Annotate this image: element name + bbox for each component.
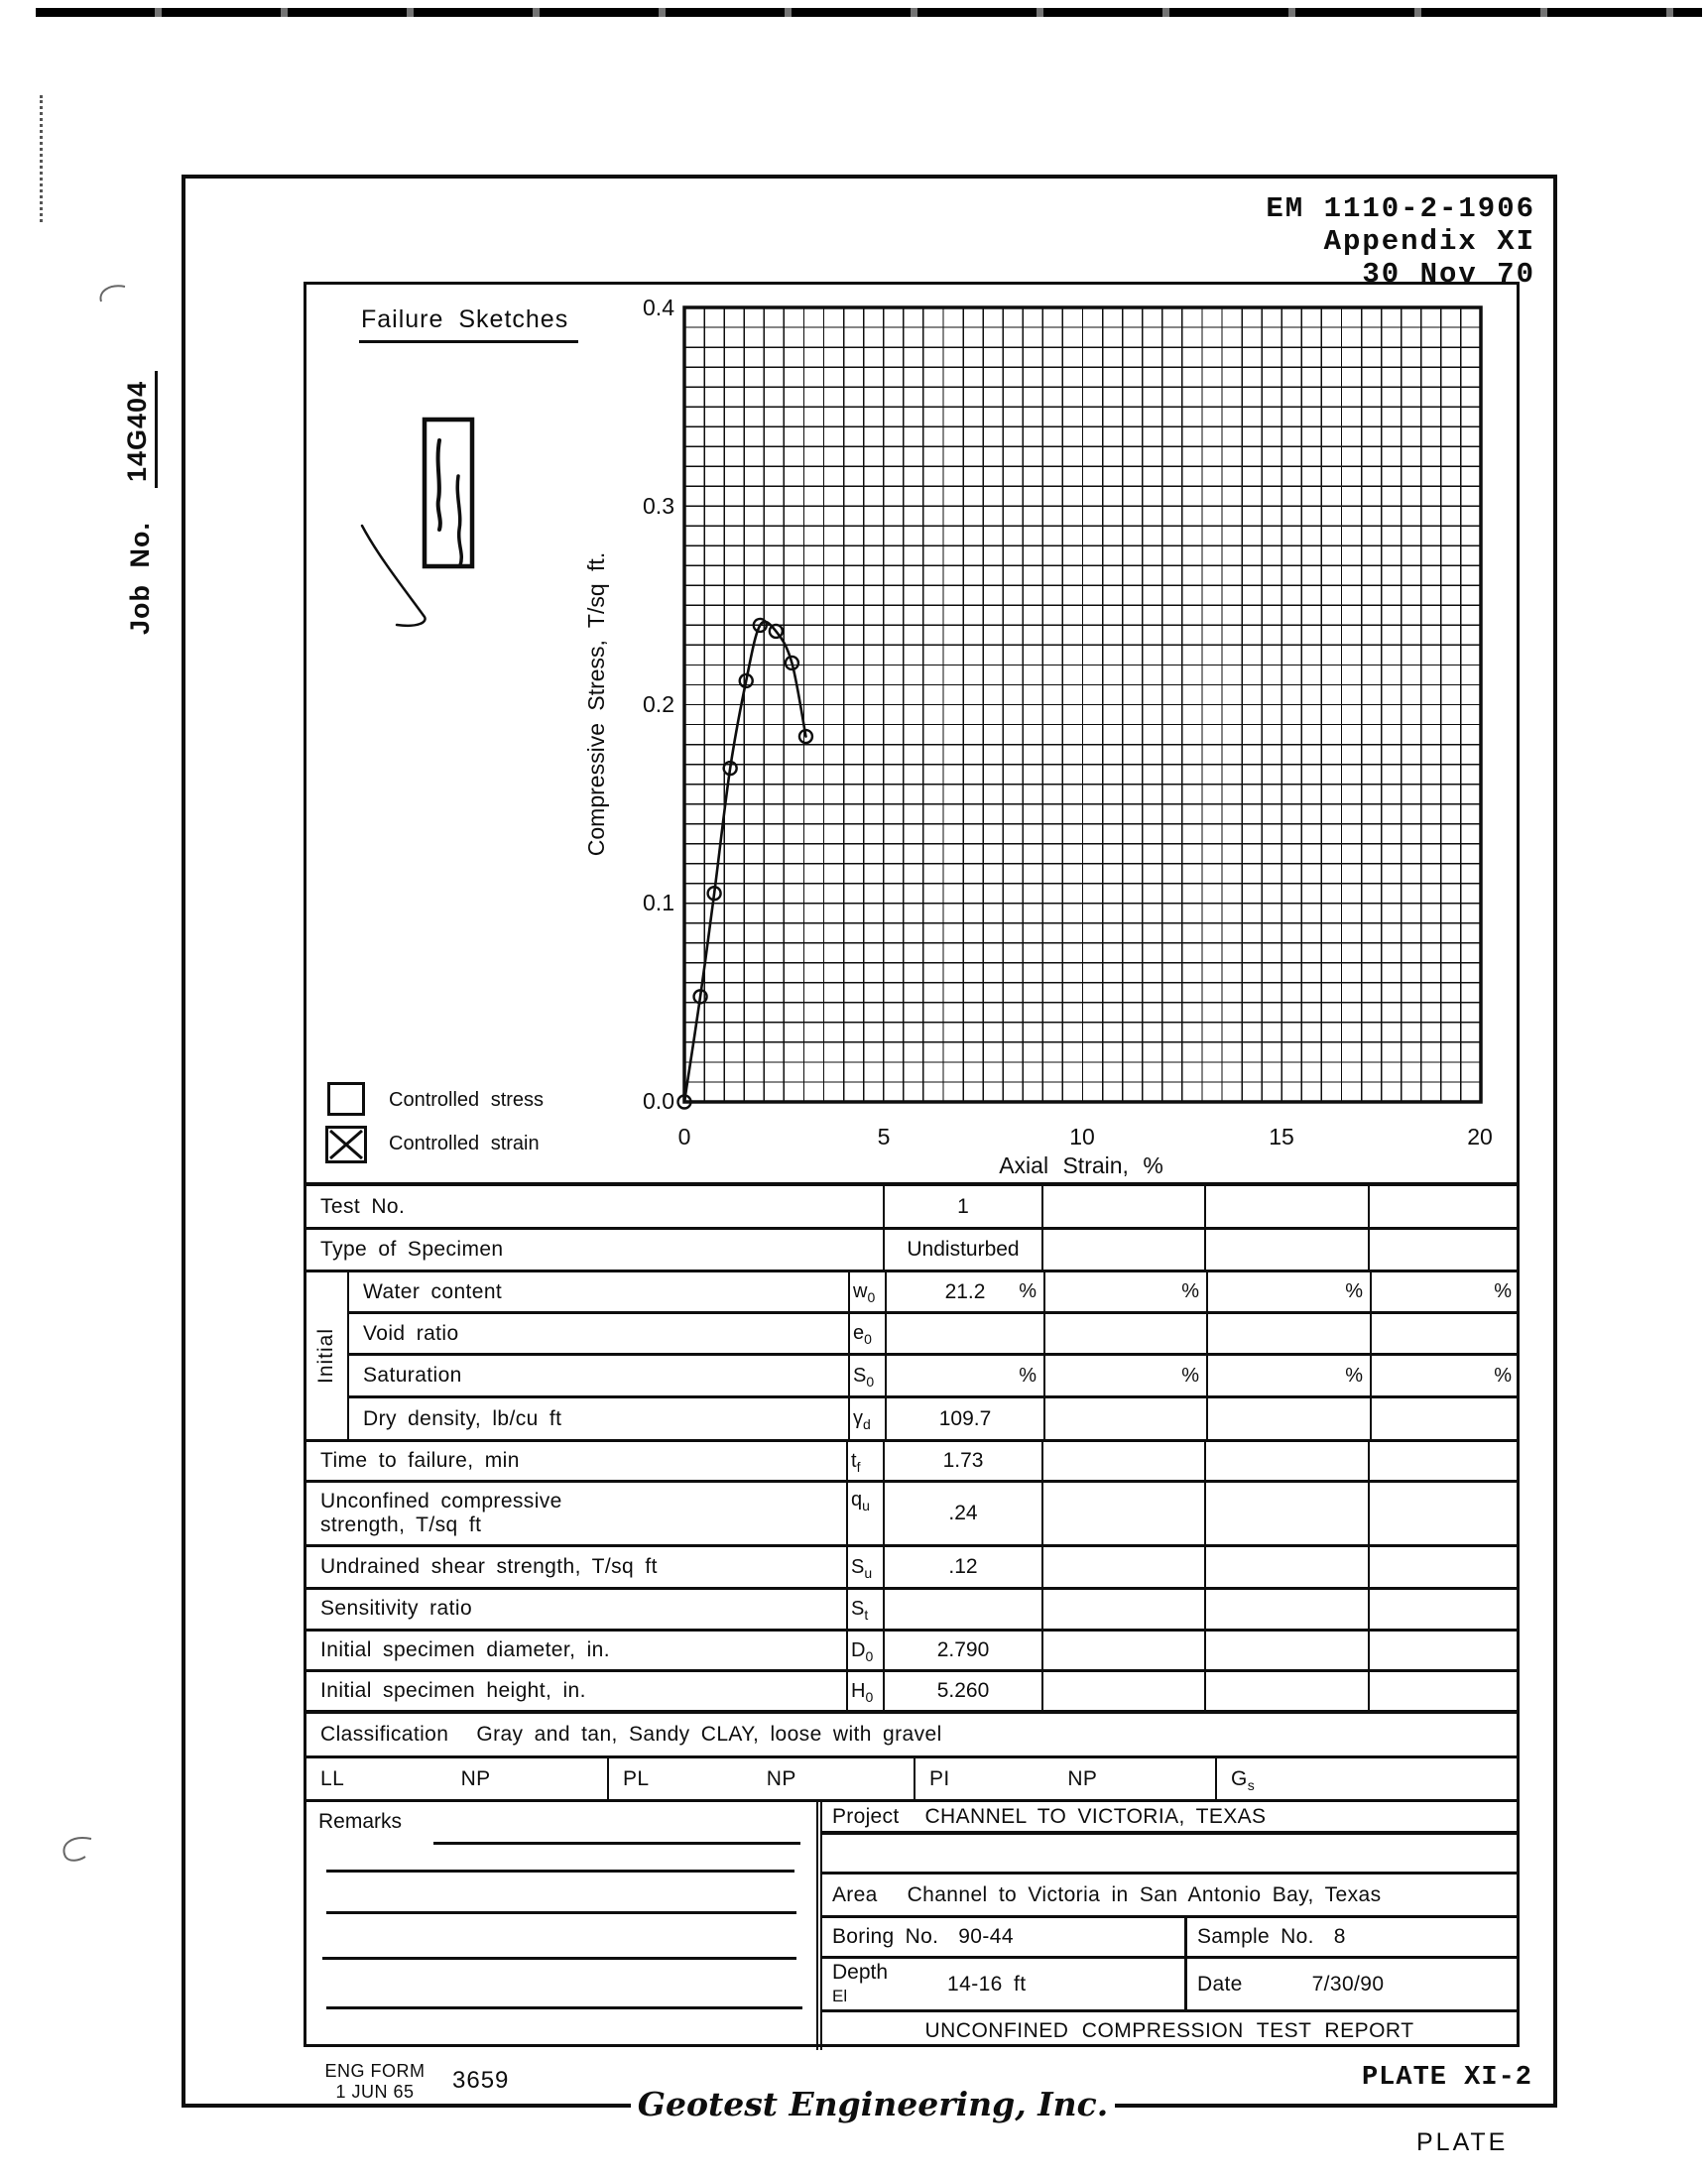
row-symbol: $w_0$: [848, 1272, 885, 1311]
remarks-panel: [306, 1802, 816, 2050]
scan-curl-artifact: [58, 1833, 97, 1863]
y-tick-label: 0.0: [643, 1088, 674, 1114]
cell-value: [1206, 1314, 1370, 1353]
stress-strain-chart: [684, 307, 1481, 1102]
cell-value: 1.73: [883, 1442, 1041, 1480]
remarks-rule: [326, 1911, 796, 1914]
cell-value: [1368, 1442, 1517, 1480]
remarks-rule: [433, 1842, 800, 1845]
controlled-stress-label: Controlled stress: [389, 1089, 545, 1111]
cell-value: %: [1206, 1272, 1370, 1311]
failure-sketch-drawing: [349, 409, 508, 642]
classification-cell: [306, 1714, 1517, 1755]
depth-el-label: Depth El: [832, 1961, 889, 2005]
initial-group-label: Initial: [314, 1327, 338, 1385]
row-label: Time to failure, min: [320, 1448, 520, 1472]
project-value: CHANNEL TO VICTORIA, TEXAS: [924, 1804, 1267, 1828]
table-row-unconfined-strength: [306, 1483, 1517, 1547]
row-label: Saturation: [363, 1364, 462, 1387]
cell-value: [1368, 1186, 1517, 1227]
classification-value: Gray and tan, Sandy CLAY, loose with gravel: [476, 1723, 942, 1746]
project-label: Project: [832, 1804, 900, 1828]
cell-value: 1: [883, 1186, 1041, 1227]
crack-line: [438, 440, 440, 530]
cell-value: [1204, 1186, 1368, 1227]
document-header: [891, 192, 1535, 291]
cell-value: [1041, 1590, 1204, 1629]
job-number-value: 14G404: [122, 371, 158, 488]
area-row: [822, 1875, 1517, 1918]
row-symbol: $S_u$: [846, 1547, 883, 1587]
ll-label: LL: [320, 1766, 345, 1790]
x-tick-label: 10: [1069, 1124, 1095, 1150]
table-row-water-content: [347, 1272, 1519, 1314]
cell-value: [1368, 1590, 1517, 1629]
eng-form-stamp: [311, 2061, 438, 2103]
doc-date: 30 Nov 70: [1362, 258, 1535, 291]
pl-cell: [607, 1758, 914, 1799]
cell-value: [1041, 1672, 1204, 1710]
boring-sample-row: [822, 1918, 1517, 1959]
cell-value: [1043, 1314, 1206, 1353]
cell-value: %: [1043, 1356, 1206, 1395]
project-panel: [816, 1802, 1517, 2050]
pi-cell: [914, 1758, 1215, 1799]
cell-value: [1041, 1186, 1204, 1227]
failure-sketches-title: Failure Sketches: [359, 305, 578, 343]
cell-value: [1204, 1547, 1368, 1587]
cell-value: [1370, 1398, 1519, 1439]
date-value: 7/30/90: [1311, 1972, 1385, 1996]
cell-value: [1204, 1442, 1368, 1480]
scan-top-edge-artifact: [36, 8, 1702, 17]
area-value: Channel to Victoria in San Antonio Bay, Texas: [907, 1882, 1382, 1906]
doc-appendix: Appendix XI: [1323, 225, 1535, 258]
report-title: UNCONFINED COMPRESSION TEST REPORT: [924, 2019, 1414, 2042]
row-label: Void ratio: [363, 1321, 459, 1345]
area-label: Area: [832, 1882, 878, 1906]
date-label: Date: [1197, 1972, 1243, 1996]
cell-value: %: [885, 1356, 1043, 1395]
row-symbol: $t_f$: [846, 1442, 883, 1480]
cell-value: [885, 1314, 1043, 1353]
test-data-table: [306, 1182, 1517, 2050]
table-row-height: [306, 1672, 1517, 1714]
cell-value: 2.790: [883, 1632, 1041, 1669]
cell-value: [1368, 1632, 1517, 1669]
table-row-undrained-strength: [306, 1547, 1517, 1590]
cell-value: [1204, 1230, 1368, 1270]
row-label: Initial specimen diameter, in.: [320, 1637, 610, 1661]
cell-value: [1368, 1230, 1517, 1270]
company-name: Geotest Engineering, Inc.: [631, 2085, 1115, 2123]
row-symbol: $S_t$: [846, 1590, 883, 1629]
depth-date-row: [822, 1959, 1517, 2012]
classification-label: Classification: [320, 1723, 449, 1746]
ll-value: NP: [460, 1766, 491, 1790]
row-symbol: $H_0$: [846, 1672, 883, 1710]
scan-dotted-line-artifact: [40, 95, 43, 222]
table-row-specimen-type: [306, 1230, 1517, 1272]
cell-value: [1204, 1632, 1368, 1669]
cell-value: [1206, 1398, 1370, 1439]
table-row-saturation: [347, 1356, 1519, 1398]
cell-value: [1043, 1398, 1206, 1439]
doc-number: EM 1110-2-1906: [1266, 192, 1535, 225]
cell-value: 109.7: [885, 1398, 1043, 1439]
checked-x-icon: [328, 1129, 364, 1160]
row-label: Test No.: [320, 1194, 406, 1218]
controlled-strain-checkbox: [325, 1126, 367, 1163]
depth-value: 14-16 ft: [947, 1972, 1027, 1996]
row-label: Unconfined compressive strength, T/sq ft: [320, 1489, 562, 1536]
cell-value: [1041, 1547, 1204, 1587]
remarks-and-project-section: [306, 1802, 1517, 2050]
ll-cell: [306, 1758, 607, 1799]
cell-value: [1368, 1672, 1517, 1710]
job-number-label: [117, 246, 163, 635]
cell-value: .24: [883, 1483, 1041, 1544]
crack-line: [457, 476, 461, 565]
y-tick-label: 0.2: [643, 691, 674, 717]
row-symbol: $q_u$: [846, 1483, 883, 1544]
cell-value: [883, 1590, 1041, 1629]
table-row-test-no: [306, 1186, 1517, 1230]
blank-row: [822, 1835, 1517, 1875]
row-symbol: $D_0$: [846, 1632, 883, 1669]
cell-value: 21.2 %: [885, 1272, 1043, 1311]
cell-value: %: [1206, 1356, 1370, 1395]
cell-value: [1368, 1483, 1517, 1544]
cell-value: [1368, 1547, 1517, 1587]
table-row-sensitivity: [306, 1590, 1517, 1632]
form-date: 1 JUN 65: [335, 2082, 415, 2102]
cell-value: [1041, 1483, 1204, 1544]
gs-cell: [1215, 1758, 1517, 1799]
cell-value: [1370, 1314, 1519, 1353]
initial-properties-group: [306, 1272, 1517, 1442]
plate-word: PLATE: [1416, 2128, 1509, 2156]
remarks-label: Remarks: [318, 1810, 403, 1833]
x-tick-label: 5: [877, 1124, 891, 1150]
project-row: [822, 1802, 1517, 1835]
cell-value: %: [1043, 1272, 1206, 1311]
cell-value: 5.260: [883, 1672, 1041, 1710]
controlled-strain-label: Controlled strain: [389, 1133, 540, 1154]
table-row-atterberg: [306, 1758, 1517, 1802]
row-label: Initial specimen height, in.: [320, 1678, 586, 1702]
cell-value: [1204, 1483, 1368, 1544]
row-symbol: $\gamma_d$: [848, 1398, 885, 1439]
x-tick-label: 20: [1467, 1124, 1493, 1150]
table-row-classification: [306, 1714, 1517, 1758]
table-row-time-to-failure: [306, 1442, 1517, 1483]
cell-value: [1041, 1442, 1204, 1480]
cell-value: %: [1370, 1272, 1519, 1311]
form-number: 3659: [452, 2067, 510, 2094]
cell-value: [1204, 1672, 1368, 1710]
pi-value: NP: [1067, 1766, 1098, 1790]
sample-label: Sample No.: [1197, 1925, 1314, 1948]
remarks-rule: [322, 1957, 796, 1960]
remarks-rule: [326, 1870, 794, 1873]
cell-value: %: [1370, 1356, 1519, 1395]
form-name: ENG FORM: [324, 2061, 426, 2081]
sketch-leader-line: [362, 526, 426, 626]
gs-label: $G_s$: [1231, 1766, 1256, 1793]
row-symbol: $S_0$: [848, 1356, 885, 1395]
cell-value: [1041, 1230, 1204, 1270]
controlled-stress-checkbox: [327, 1082, 365, 1116]
y-tick-label: 0.3: [643, 493, 674, 519]
pl-value: NP: [766, 1766, 796, 1790]
y-tick-label: 0.1: [643, 890, 674, 915]
table-row-diameter: [306, 1632, 1517, 1672]
pl-label: PL: [623, 1766, 650, 1790]
cell-value: [1041, 1632, 1204, 1669]
row-label: Dry density, lb/cu ft: [363, 1406, 562, 1430]
y-axis-title: Compressive Stress, T/sq ft.: [583, 551, 609, 857]
row-label: Water content: [363, 1279, 503, 1303]
table-row-void-ratio: [347, 1314, 1519, 1356]
row-label: Sensitivity ratio: [320, 1597, 473, 1621]
boring-value: 90-44: [958, 1925, 1014, 1948]
table-row-dry-density: [347, 1398, 1519, 1439]
cell-value: [1204, 1590, 1368, 1629]
x-axis-title: Axial Strain, %: [999, 1152, 1163, 1178]
boring-label: Boring No.: [832, 1925, 939, 1948]
row-symbol: $e_0$: [848, 1314, 885, 1353]
pi-label: PI: [929, 1766, 950, 1790]
cell-value: .12: [883, 1547, 1041, 1587]
y-tick-label: 0.4: [643, 295, 674, 320]
x-tick-label: 15: [1269, 1124, 1294, 1150]
sample-value: 8: [1333, 1925, 1346, 1948]
job-no-caption: Job No.: [124, 522, 155, 635]
row-label: Undrained shear strength, T/sq ft: [320, 1554, 658, 1578]
x-tick-label: 0: [677, 1124, 691, 1150]
cell-value: Undisturbed: [883, 1230, 1041, 1270]
row-label: Type of Specimen: [320, 1238, 504, 1261]
plate-number: PLATE XI-2: [1361, 2063, 1532, 2093]
remarks-rule: [326, 2006, 802, 2009]
